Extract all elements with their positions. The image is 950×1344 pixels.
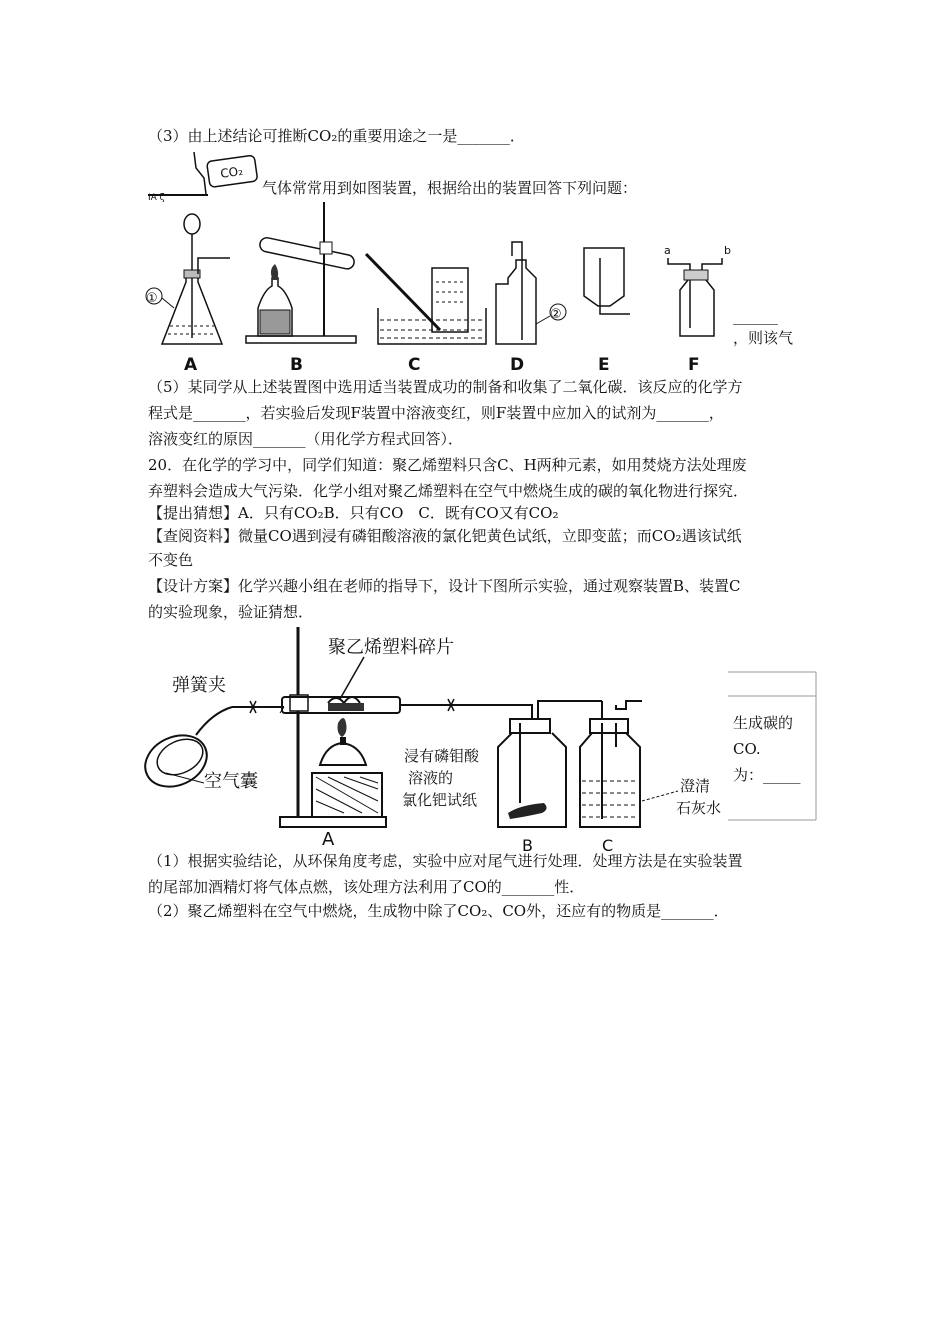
apparatus-c: [366, 254, 486, 375]
marker-1: ①: [146, 291, 158, 306]
question-20-2-line: （2）聚乙烯塑料在空气中燃烧，生成物中除了CO₂、CO外，还应有的物质是_______．: [148, 902, 729, 920]
table-fragment-2: CO.: [733, 740, 761, 758]
fig-paper-label-2: 溶液的: [408, 769, 454, 787]
apparatus-label-a: A: [184, 355, 198, 375]
hypothesis-line: 【提出猜想】A．只有CO₂B．只有CO C．既有CO又有CO₂: [148, 504, 559, 522]
question-5-line-1: （5）某同学从上述装置图中选用适当装置成功的制备和收集了二氧化碳．该反应的化学方: [148, 378, 743, 396]
apparatus-a: [146, 214, 230, 375]
fig-clamp-label: 弹簧夹: [172, 675, 226, 696]
co2-pouring-bottle-image: [146, 150, 266, 203]
table-fragment-3: 为：_____: [733, 766, 801, 784]
fig-limewater-label-2: 石灰水: [676, 799, 722, 817]
apparatus-d: [496, 242, 566, 375]
marker-2: ②: [550, 307, 562, 322]
fig-label-b: B: [522, 836, 533, 855]
apparatus-e: [584, 248, 630, 375]
fig-paper-label-1: 浸有磷钼酸: [404, 747, 480, 765]
f-port-b: b: [724, 244, 731, 257]
fig-limewater-label-1: 澄清: [680, 777, 711, 795]
fig-label-a: A: [322, 829, 335, 850]
question-20-1-line-1: （1）根据实验结论，从环保角度考虑，实验中应对尾气进行处理．处理方法是在实验装置: [148, 852, 743, 870]
fig-title-label: 聚乙烯塑料碎片: [328, 637, 454, 658]
reference-line-2: 不变色: [148, 551, 194, 569]
apparatus-label-b: B: [290, 355, 303, 375]
fig-airbag-label: 空气囊: [204, 771, 258, 792]
question-4-intro: 气体常常用到如图装置，根据给出的装置回答下列问题：: [262, 179, 638, 197]
apparatus-label-e: E: [598, 355, 610, 375]
fig-paper-label-3: 氯化钯试纸: [402, 791, 478, 809]
question-4-blank: ______: [733, 307, 778, 325]
question-4-tail: ，则该气: [733, 329, 794, 347]
apparatus-label-f: F: [688, 355, 700, 375]
experiment-figure: [132, 623, 728, 855]
apparatus-label-d: D: [510, 355, 525, 375]
table-fragment-1: 生成碳的: [733, 714, 794, 732]
design-line-2: 的实验现象，验证猜想．: [148, 603, 314, 621]
question-3-line: （3）由上述结论可推断CO₂的重要用途之一是_______．: [148, 127, 525, 145]
question-5-line-2: 程式是_______，若实验后发现F装置中溶液变红，则F装置中应加入的试剂为_______，: [148, 404, 724, 422]
problem-20-line-2: 弃塑料会造成大气污染．化学小组对聚乙烯塑料在空气中燃烧生成的碳的氧化物进行探究．: [148, 482, 749, 500]
apparatus-label-c: C: [408, 355, 421, 375]
question-5-line-3: 溶液变红的原因_______（用化学方程式回答）．: [148, 430, 464, 448]
apparatus-figure-af: [140, 198, 780, 373]
design-line-1: 【设计方案】化学兴趣小组在老师的指导下，设计下图所示实验，通过观察装置B、装置C: [148, 577, 741, 595]
fig-label-c: C: [602, 836, 614, 855]
apparatus-f: [664, 244, 731, 375]
apparatus-b: [246, 202, 356, 375]
f-port-a: a: [664, 244, 671, 257]
problem-20-line-1: 20．在化学的学习中，同学们知道：聚乙烯塑料只含C、H两种元素，如用焚烧方法处理废: [148, 456, 747, 474]
reference-line-1: 【查阅资料】微量CO遇到浸有磷钼酸溶液的氯化钯黄色试纸，立即变蓝；而CO₂遇该试纸: [148, 527, 742, 545]
question-20-1-line-2: 的尾部加酒精灯将气体点燃，该处理方法利用了CO的_______性．: [148, 878, 585, 896]
co2-bottle-label: CO₂: [219, 163, 244, 181]
svg-text:IA ζ: IA ζ: [148, 193, 165, 203]
